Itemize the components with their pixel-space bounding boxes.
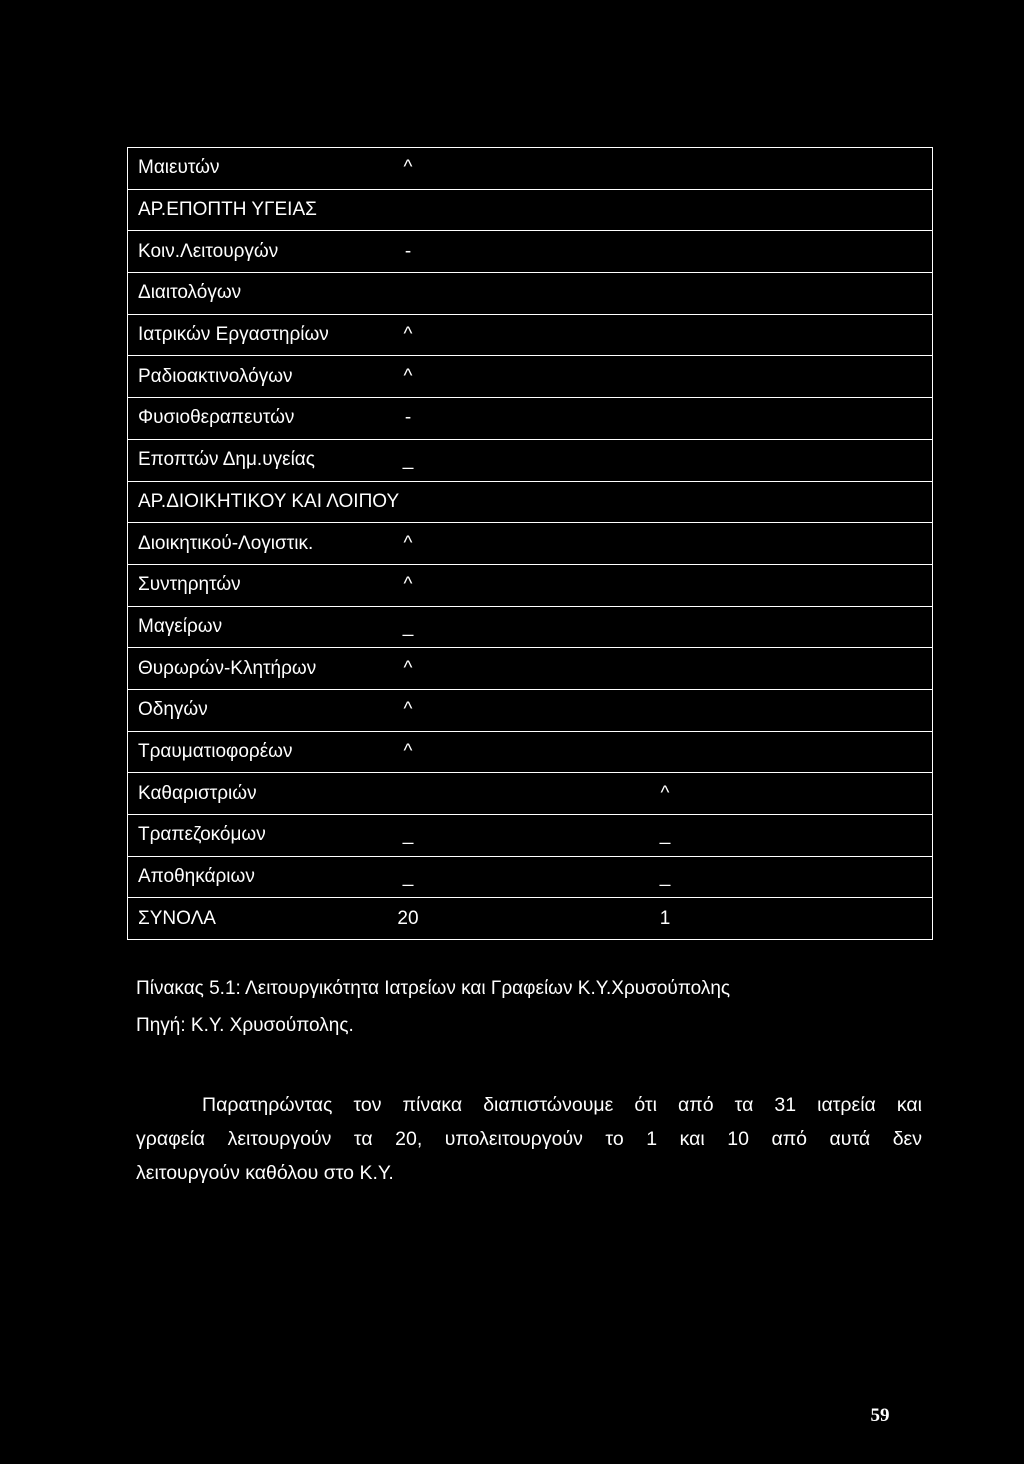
table-row	[128, 815, 932, 857]
row-label: Οδηγών	[138, 699, 208, 721]
table-row	[128, 315, 932, 357]
row-value-c1: ^	[403, 157, 413, 179]
row-value-c1: ^	[403, 324, 413, 346]
paragraph-line: γραφεία λειτουργούν τα 20, υπολειτουργούν το 1 και 10 από αυτά δεν	[136, 1128, 922, 1150]
row-label: Θυρωρών-Κλητήρων	[138, 657, 317, 679]
row-value-c2	[650, 315, 680, 356]
table-row	[128, 356, 932, 398]
row-value-c2	[650, 732, 680, 773]
row-value-c2	[650, 648, 680, 689]
table-row	[128, 231, 932, 273]
row-label: ΣΥΝΟΛΑ	[138, 908, 216, 930]
row-value-c2	[650, 690, 680, 731]
row-value-c1	[393, 773, 423, 814]
row-value-c1: ^	[403, 532, 413, 554]
row-label: Ραδιοακτινολόγων	[138, 365, 293, 387]
row-value-c2	[650, 190, 680, 231]
table-row	[128, 898, 932, 940]
table-row	[128, 523, 932, 565]
row-label: Εποπτών Δημ.υγείας	[138, 449, 315, 471]
row-value-c1: ^	[403, 574, 413, 596]
page-number: 59	[870, 1405, 890, 1426]
row-value-c2: 1	[659, 908, 671, 930]
row-label: Συντηρητών	[138, 574, 241, 596]
row-label: Αποθηκάριων	[138, 866, 255, 888]
row-label: Φυσιοθεραπευτών	[138, 407, 295, 429]
row-value-c2	[650, 565, 680, 606]
row-value-c2	[650, 523, 680, 564]
row-value-c2	[650, 356, 680, 397]
row-value-c2	[650, 398, 680, 439]
row-label: Τραπεζοκόμων	[138, 824, 266, 846]
table-row	[128, 648, 932, 690]
row-label: Καθαριστριών	[138, 782, 257, 804]
paragraph-line: λειτουργούν καθόλου στο Κ.Υ.	[136, 1162, 394, 1184]
row-value-c1: ^	[403, 699, 413, 721]
row-label: ΑΡ.ΕΠΟΠΤΗ ΥΓΕΙΑΣ	[138, 199, 317, 221]
row-value-c2	[650, 148, 680, 189]
row-value-c2	[650, 273, 680, 314]
row-value-c1: -	[404, 407, 412, 429]
row-label: Μαιευτών	[138, 157, 220, 179]
row-value-c2: _	[659, 866, 671, 888]
table-source: Πηγή: Κ.Υ. Χρυσούπολης.	[136, 1015, 354, 1036]
body-paragraph	[136, 1088, 922, 1190]
paragraph-line: Παρατηρώντας τον πίνακα διαπιστώνουμε ότι από τα 31 ιατρεία και	[202, 1094, 922, 1116]
table-row	[128, 565, 932, 607]
table-row	[128, 482, 932, 524]
table-row	[128, 732, 932, 774]
table-caption: Πίνακας 5.1: Λειτουργικότητα Ιατρείων και Γραφείων Κ.Υ.Χρυσούπολης	[136, 978, 731, 999]
row-value-c1: _	[402, 866, 414, 888]
table-row	[128, 690, 932, 732]
row-value-c1	[393, 482, 423, 523]
row-value-c1: ^	[403, 365, 413, 387]
table-row	[128, 398, 932, 440]
row-value-c2	[650, 482, 680, 523]
functionality-table	[127, 147, 933, 940]
row-label: Κοιν.Λειτουργών	[138, 240, 279, 262]
row-label: Διαιτολόγων	[138, 282, 242, 304]
table-row	[128, 607, 932, 649]
table-row	[128, 857, 932, 899]
table-row	[128, 773, 932, 815]
row-value-c1: _	[402, 615, 414, 637]
table-row	[128, 440, 932, 482]
row-value-c1: _	[402, 449, 414, 471]
row-value-c1: ^	[403, 657, 413, 679]
table-row	[128, 190, 932, 232]
row-value-c1	[393, 273, 423, 314]
table-row	[128, 273, 932, 315]
row-value-c1: 20	[397, 908, 419, 930]
row-value-c2	[650, 440, 680, 481]
row-label: Ιατρικών Εργαστηρίων	[138, 324, 329, 346]
row-value-c2: ^	[660, 782, 670, 804]
table-row	[128, 148, 932, 190]
row-value-c1: -	[404, 240, 412, 262]
row-label: Τραυματιοφορέων	[138, 740, 293, 762]
row-label: ΑΡ.ΔΙΟΙΚΗΤΙΚΟΥ ΚΑΙ ΛΟΙΠΟΥ	[138, 490, 400, 512]
row-label: Μαγείρων	[138, 615, 223, 637]
row-value-c2: _	[659, 824, 671, 846]
row-value-c1	[393, 190, 423, 231]
row-value-c1: _	[402, 824, 414, 846]
row-value-c1: ^	[403, 740, 413, 762]
row-value-c2	[650, 231, 680, 272]
row-value-c2	[650, 607, 680, 648]
row-label: Διοικητικού-Λογιστικ.	[138, 532, 314, 554]
